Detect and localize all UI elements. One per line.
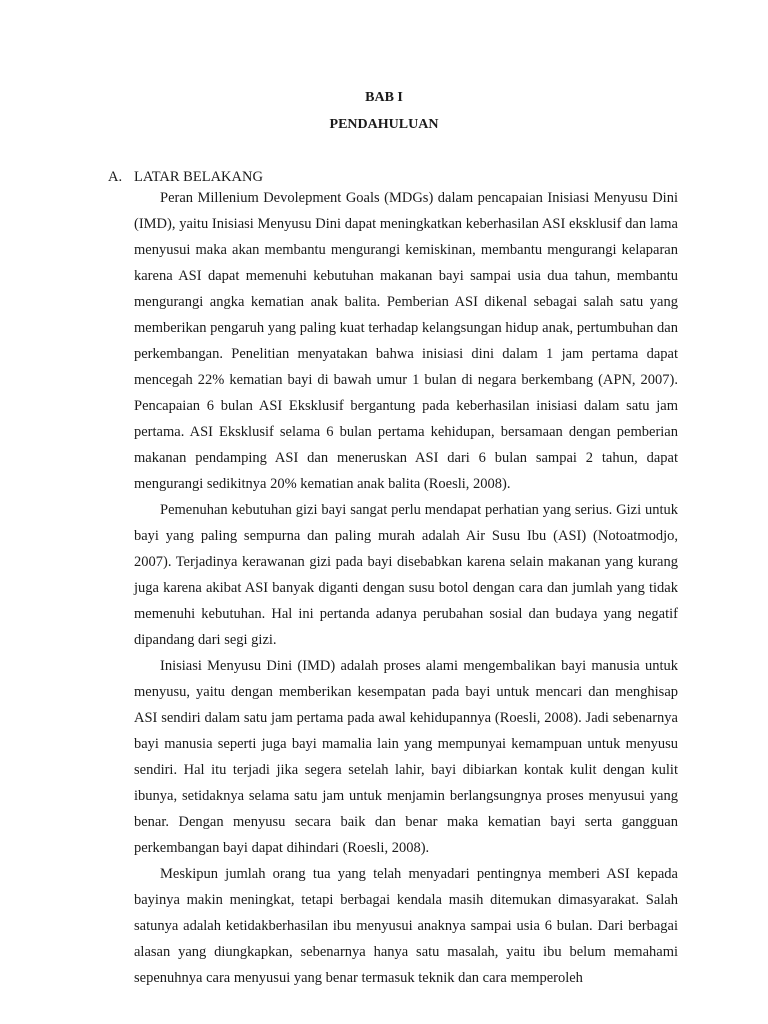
- body-text: [134, 185, 678, 991]
- chapter-number: BAB I: [365, 90, 403, 105]
- paragraph: Peran Millenium Devolepment Goals (MDGs) dalam pencapaian Inisiasi Menyusu Dini (IMD), yaitu Inisiasi Menyusu Dini dapat meningkatkan keberhasilan ASI eksklusif dan lama menyusui maka akan membantu mengurangi kemiskinan, membantu mengurangi kelaparan karena ASI dapat memenuhi kebutuhan makanan bayi sampai usia dua tahun, membantu mengurangi angka kematian anak balita. Pemberian ASI dikenal sebagai salah satu yang memberikan pengaruh yang paling kuat terhadap kelangsungan hidup anak, pertumbuhan dan perkembangan. Penelitian menyatakan bahwa inisiasi dini dalam 1 jam pertama dapat mencegah 22% kematian bayi di bawah umur 1 bulan di negara berkembang (APN, 2007). Pencapaian 6 bulan ASI Eksklusif bergantung pada keberhasilan inisiasi dalam satu jam pertama. ASI Eksklusif selama 6 bulan pertama kehidupan, bersamaan dengan pemberian makanan pendamping ASI dan meneruskan ASI dari 6 bulan sampai 2 tahun, dapat mengurangi sedikitnya 20% kematian anak balita (Roesli, 2008).: [134, 190, 678, 492]
- paragraph: Pemenuhan kebutuhan gizi bayi sangat perlu mendapat perhatian yang serius. Gizi untuk bayi yang paling sempurna dan paling murah adalah Air Susu Ibu (ASI) (Notoatmodjo, 2007). Terjadinya kerawanan gizi pada bayi disebabkan karena selain makanan yang kurang juga karena akibat ASI banyak diganti dengan susu botol dengan cara dan jumlah yang tidak memenuhi kebutuhan. Hal ini pertanda adanya perubahan sosial dan budaya yang negatif dipandang dari segi gizi.: [134, 502, 678, 648]
- section-letter: A.: [108, 169, 123, 185]
- section-heading: [108, 168, 263, 186]
- chapter-title: PENDAHULUAN: [329, 117, 439, 132]
- paragraph: Inisiasi Menyusu Dini (IMD) adalah proses alami mengembalikan bayi manusia untuk menyusu, yaitu dengan memberikan kesempatan pada bayi untuk mencari dan menghisap ASI sendiri dalam satu jam pertama pada awal kehidupannya (Roesli, 2008). Jadi sebenarnya bayi manusia seperti juga bayi mamalia lain yang mempunyai kemampuan untuk menyusu sendiri. Hal itu terjadi jika segera setelah lahir, bayi dibiarkan kontak kulit dengan kulit ibunya, setidaknya selama satu jam untuk menjamin berlangsungnya proses menyusui yang benar. Dengan menyusu secara baik dan benar maka kematian bayi serta gangguan perkembangan bayi dapat dihindari (Roesli, 2008).: [134, 658, 678, 856]
- section-title: LATAR BELAKANG: [134, 169, 263, 185]
- paragraph: Meskipun jumlah orang tua yang telah menyadari pentingnya memberi ASI kepada bayinya makin meningkat, tetapi berbagai kendala masih ditemukan dimasyarakat. Salah satunya adalah ketidakberhasilan ibu menyusui anaknya sampai usia 6 bulan. Dari berbagai alasan yang diungkapkan, sebenarnya hanya satu masalah, yaitu ibu belum memahami sepenuhnya cara menyusui yang benar termasuk teknik dan cara memperoleh: [134, 866, 678, 986]
